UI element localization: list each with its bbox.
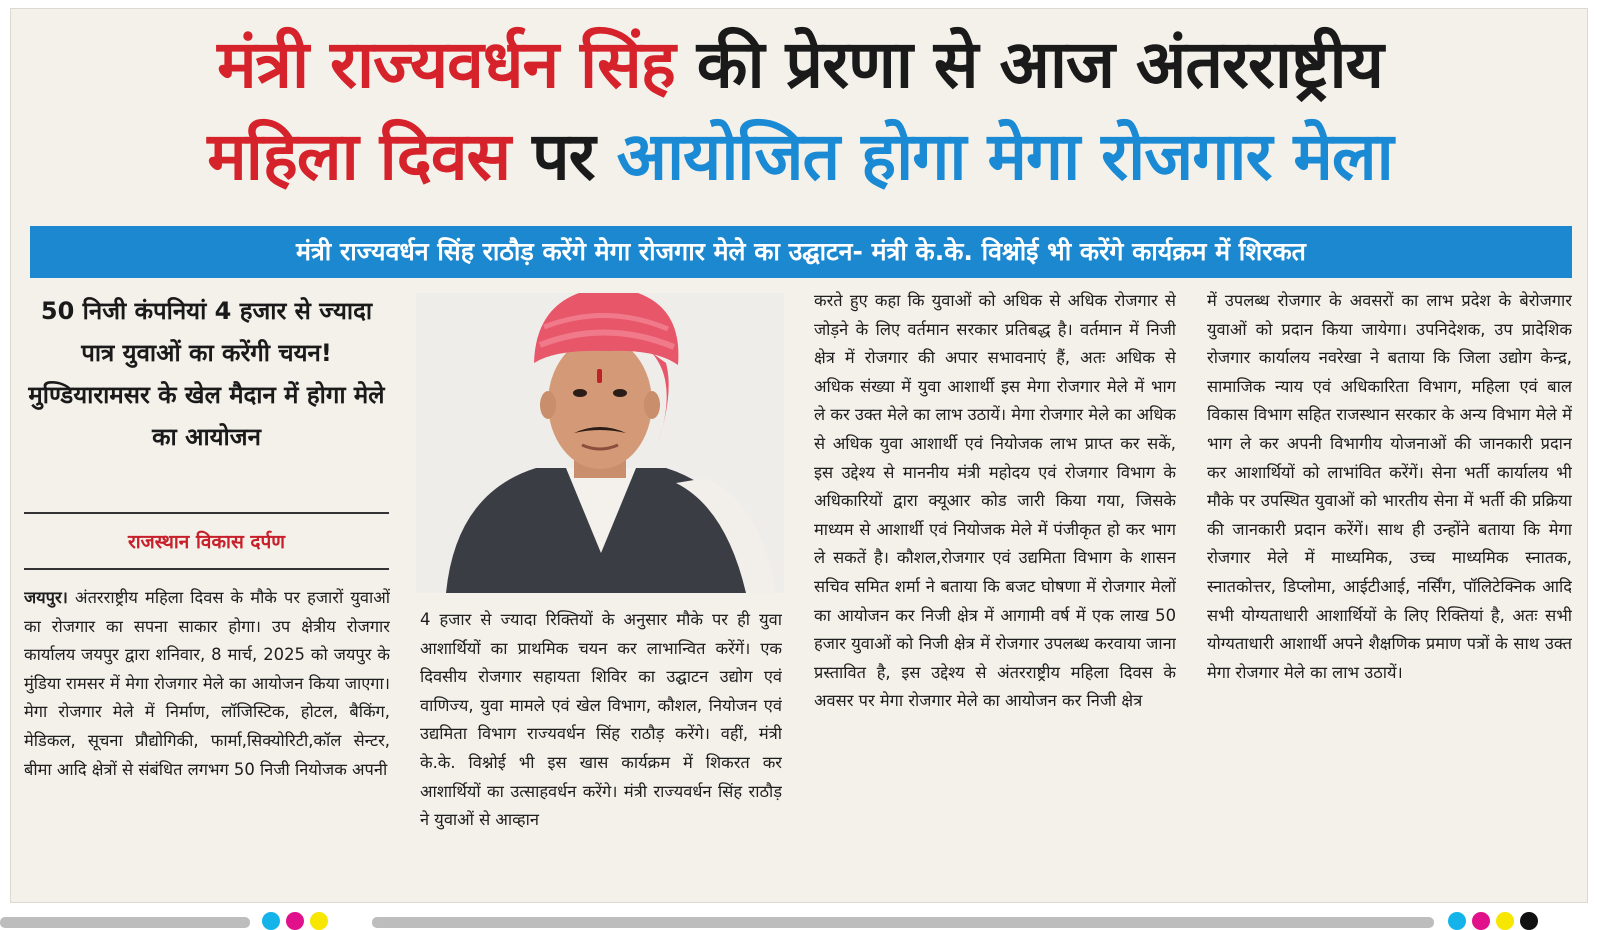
headline-red-part-1: मंत्री राज्यवर्धन सिंह xyxy=(217,26,675,103)
article-column-3: करते हुए कहा कि युवाओं को अधिक से अधिक रोजगार से जोड़ने के लिए वर्तमान सरकार प्रतिबद्ध है। वर्तमान में निजी क्षेत्र में रोजगार की अपार सभावनाएं हैं, अतः अधिक से अधिक संख्या में युवा आशार्थी इस मेगा रोजगार मेले में भाग ले कर उक्त मेले का लाभ उठायें। मेगा रोजगार मेले का अधिक से अधिक युवा आशार्थी एवं नियोजक लाभ प्राप्त कर सकें, इस उद्देश्य से माननीय मंत्री महोदय एवं रोजगार विभाग के अधिकारियों द्वारा क्यूआर कोड जारी किया गया, जिसके माध्यम से आशार्थी एवं नियोजक मेले में पंजीकृत हो कर भाग ले सकतें है। कौशल,रोजगार एवं उद्यमिता विभाग के शासन सचिव समित शर्मा ने बताया कि बजट घोषणा में रोजगार मेलों का आयोजन कर निजी क्षेत्र में आगामी वर्ष में एक लाख 50 हजार युवाओं को निजी क्षेत्र में रोजगार उपलब्ध करवाया जाना प्रस्तावित है, इस उद्देश्य से अंतरराष्ट्रीय महिला दिवस के अवसर पर मेगा रोजगार मेले का आयोजन कर निजी क्षेत्र xyxy=(814,291,1176,711)
yellow-mark xyxy=(1496,912,1514,930)
sub-headline-banner: मंत्री राज्यवर्धन सिंह राठौड़ करेंगे मेगा रोजगार मेले का उद्घाटन- मंत्री के.के. विश्नोई भी करेंगे कार्यक्रम में शिरकत xyxy=(30,226,1572,278)
article-column-2: 4 हजार से ज्यादा रिक्तियों के अनुसार मौके पर ही युवा आशार्थियों का प्राथमिक चयन कर लाभान्वित करेंगें। एक दिवसीय रोजगार सहायता शिविर का उद्घाटन उद्योग एवं वाणिज्य, युवा मामले एवं खेल विभाग, कौशल, नियोजन एवं उद्यमिता विभाग राज्यवर्धन सिंह राठौड़ करेंगे। वहीं, मंत्री के.के. विश्नोई भी इस खास कार्यक्रम में शिकरत कर आशार्थियों का उत्साहवर्धन करेंगे। मंत्री राज्यवर्धन सिंह राठौड़ ने युवाओं से आव्हान xyxy=(420,610,782,830)
print-strip-left xyxy=(0,917,250,928)
cyan-mark xyxy=(1448,912,1466,930)
print-strip-center xyxy=(372,917,1434,928)
black-mark xyxy=(1520,912,1538,930)
dateline: जयपुर। xyxy=(24,588,68,607)
magenta-mark xyxy=(286,912,304,930)
article-column-1 xyxy=(24,584,390,884)
headline-line-1 xyxy=(40,20,1560,110)
yellow-mark xyxy=(310,912,328,930)
headline-black-part-1: की प्रेरणा से आज अंतरराष्ट्रीय xyxy=(696,26,1383,103)
headline-blue-part: आयोजित होगा मेगा रोजगार मेला xyxy=(616,118,1393,195)
headline-line-2 xyxy=(40,112,1560,202)
cyan-mark xyxy=(262,912,280,930)
headline-red-part-2: महिला दिवस xyxy=(207,118,511,195)
article-column-4: में उपलब्ध रोजगार के अवसरों का लाभ प्रदेश के बेरोजगार युवाओं को प्रदान किया जायेगा। उपनिदेशक, उप प्रादेशिक रोजगार कार्यालय नवरेखा ने बताया कि जिला उद्योग केन्द्र, सामाजिक न्याय एवं अधिकारिता विभाग, महिला एवं बाल विकास विभाग सहित राजस्थान सरकार के अन्य विभाग मेले में भाग ले कर अपनी विभागीय योजनाओं की जानकारी प्रदान कर आशार्थियों को लाभांवित करेंगें। सेना भर्ती कार्यालय भी मौके पर उपस्थित युवाओं को भारतीय सेना में भर्ती की प्रक्रिया की जानकारी प्रदान करेंगें। साथ ही उन्होंने बताया कि मेगा रोजगार मेले में माध्यमिक, उच्च माध्यमिक स्नातक, स्नातकोत्तर, डिप्लोमा, आईटीआई, नर्सिंग, पॉलिटेक्निक आदि सभी योग्यताधारी आशार्थियों के लिए रिक्तियां है, अतः सभी योग्यताधारी आशार्थी अपने शैक्षणिक प्रमाण पत्रों के साथ उक्त मेगा रोजगार मेले का लाभ उठायें। xyxy=(1207,291,1572,682)
story-subheadline: 50 निजी कंपनियां 4 हजार से ज्यादा पात्र युवाओं का करेंगी चयन! मुण्डियारामसर के खेल मैदान में होगा मेले का आयोजन xyxy=(28,297,385,451)
headline-black-part-2: पर xyxy=(532,118,595,195)
color-registration-marks-left xyxy=(262,912,352,928)
portrait-illustration xyxy=(416,293,784,593)
byline: राजस्थान विकास दर्पण xyxy=(127,531,286,553)
divider-bottom xyxy=(24,568,389,570)
magenta-mark xyxy=(1472,912,1490,930)
minister-photo xyxy=(416,293,784,593)
color-registration-marks-right xyxy=(1448,912,1578,928)
column-1-text: अंतरराष्ट्रीय महिला दिवस के मौके पर हजारों युवाओं का रोजगार का सपना साकार होगा। उप क्षेत्रीय रोजगार कार्यालय जयपुर द्वारा शनिवार, 8 मार्च, 2025 को जयपुर के मुंडिया रामसर में मेगा रोजगार मेले का आयोजन किया जाएगा। मेगा रोजगार मेले में निर्माण, लॉजिस्टिक, होटल, बैकिंग, मेडिकल, सूचना प्रौद्योगिकी, फार्मा,सिक्योरिटी,कॉल सेन्टर, बीमा आदि क्षेत्रों से संबंधित लगभग 50 निजी नियोजक अपनी xyxy=(24,588,390,779)
divider-top xyxy=(24,512,389,514)
